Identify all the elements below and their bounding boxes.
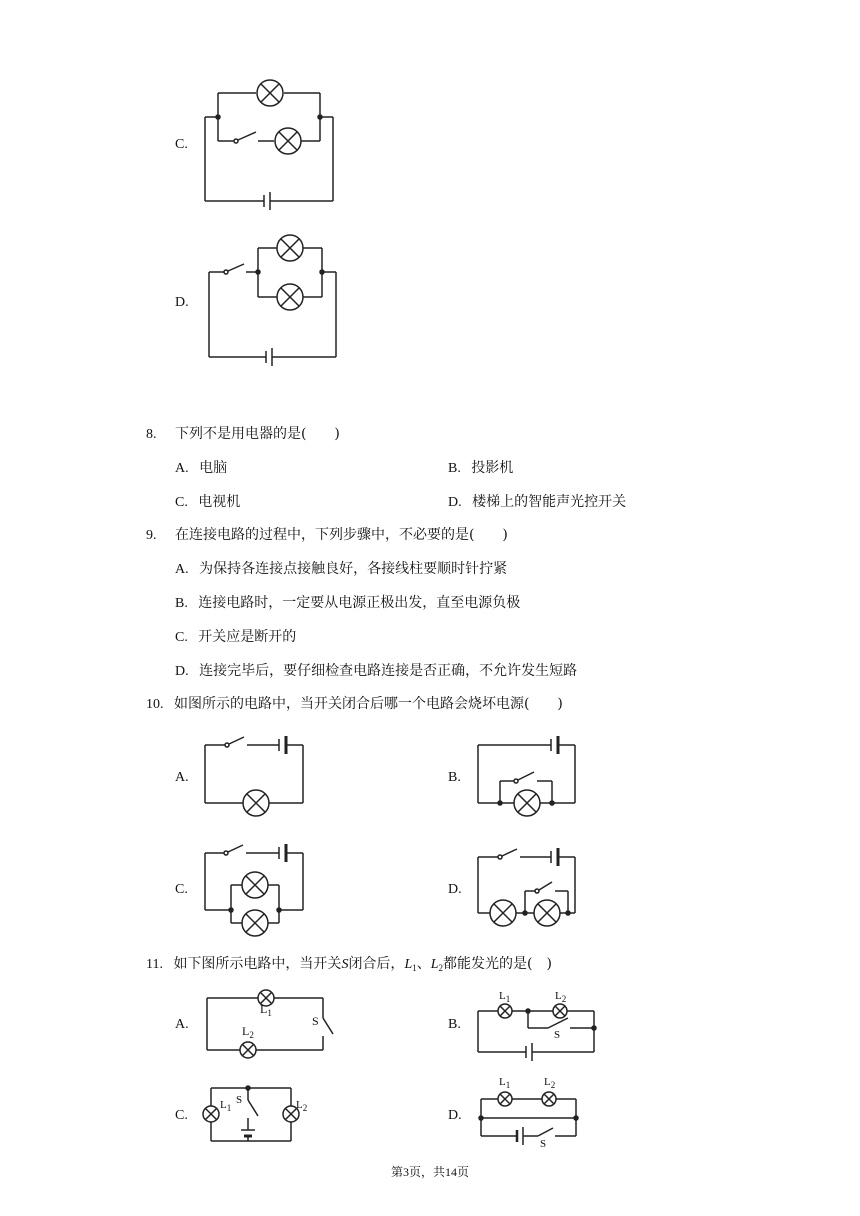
q11d-l1-sub: 1 xyxy=(505,1080,511,1090)
q11-option-c-letter: C. xyxy=(175,1108,188,1123)
q11-lamp1: L xyxy=(404,957,413,972)
q11-text-after: 都能发光的是( ) xyxy=(443,956,552,972)
q11-lamp2-sub: 2 xyxy=(438,963,444,973)
q9-option-b-letter: B. xyxy=(175,596,188,611)
q9-option-a-text: 为保持各连接点接触良好，各接线柱要顺时针拧紧 xyxy=(199,561,508,577)
q11b-l1-sub: 1 xyxy=(505,994,511,1004)
q8-option-b-text: 投影机 xyxy=(471,460,514,476)
q8-option-c-text: 电视机 xyxy=(198,494,241,510)
q11-text-before: 如下图所示电路中，当开关 xyxy=(173,956,342,972)
q11a-l2-sub: 2 xyxy=(249,1030,254,1040)
q8-option-d-text: 楼梯上的智能声光控开关 xyxy=(472,494,627,510)
q11d-l2-sub: 2 xyxy=(550,1080,556,1090)
q11c-l2-letter: L xyxy=(296,1099,303,1111)
q10-option-d-letter: D. xyxy=(448,882,462,897)
q10-option-c-letter: C. xyxy=(175,882,188,897)
q11b-l2-sub: 2 xyxy=(561,994,567,1004)
q11b-l1-letter: L xyxy=(499,990,506,1002)
q9-option-d-letter: D. xyxy=(175,664,189,679)
q11-number: 11. xyxy=(146,957,163,972)
q11a-s-label: S xyxy=(312,1014,319,1028)
q11c-l1-sub: 1 xyxy=(226,1103,232,1113)
footer-suffix: 页 xyxy=(457,1165,470,1179)
q9-number: 9. xyxy=(146,528,157,543)
q8-option-a-text: 电脑 xyxy=(199,460,228,476)
q8-option-d-letter: D. xyxy=(448,495,462,510)
q11d-l2-label xyxy=(544,1076,555,1090)
q8-option-a-letter: A. xyxy=(175,461,189,476)
q9-option-c-text: 开关应是断开的 xyxy=(198,629,297,645)
q10-option-b-letter: B. xyxy=(448,770,461,785)
q8-text: 下列不是用电器的是( ) xyxy=(174,426,340,442)
q11-text-middle: 闭合后， xyxy=(348,956,405,972)
q10-option-a-letter: A. xyxy=(175,770,189,785)
q10-text: 如图所示的电路中，当开关闭合后哪一个电路会烧坏电源( ) xyxy=(173,696,563,712)
q11b-s-label: S xyxy=(554,1029,561,1041)
footer-prefix: 第 xyxy=(390,1165,403,1179)
q11c-s-label: S xyxy=(236,1094,243,1106)
footer-page-num: 3 xyxy=(402,1165,409,1179)
q11c-l1-letter: L xyxy=(220,1099,227,1111)
q11-switch-symbol: S xyxy=(341,957,349,972)
footer-page-total: 14 xyxy=(445,1165,457,1179)
q11-option-a-letter: A. xyxy=(175,1017,189,1032)
q11-option-d-letter: D. xyxy=(448,1108,462,1123)
q11-option-b-letter: B. xyxy=(448,1017,461,1032)
q11-separator: 、 xyxy=(416,956,431,972)
q8-number: 8. xyxy=(146,427,157,442)
q11a-l1-sub: 1 xyxy=(267,1008,272,1018)
q11d-l1-label xyxy=(499,1076,510,1090)
q7-option-c-letter: C. xyxy=(175,137,188,152)
q7-option-d-letter: D. xyxy=(175,295,189,310)
q9-text: 在连接电路的过程中，下列步骤中，不必要的是( ) xyxy=(174,527,508,543)
q11b-l2-letter: L xyxy=(555,990,562,1002)
q10-number: 10. xyxy=(146,697,164,712)
q11a-l2-letter: L xyxy=(242,1024,250,1038)
q11a-l1-letter: L xyxy=(260,1002,268,1016)
page-footer xyxy=(0,1163,860,1180)
q8-option-c-letter: C. xyxy=(175,495,188,510)
q11d-l2-letter: L xyxy=(544,1076,551,1088)
footer-mid: 页，共 xyxy=(408,1165,445,1179)
q11-lamp1-sub: 1 xyxy=(412,963,417,973)
q9-option-b-text: 连接电路时，一定要从电源正极出发，直至电源负极 xyxy=(198,595,521,611)
q11-lamp2: L xyxy=(430,957,439,972)
q9-option-c-letter: C. xyxy=(175,630,188,645)
q8-option-b-letter: B. xyxy=(448,461,461,476)
q9-option-d-text: 连接完毕后，要仔细检查电路连接是否正确，不允许发生短路 xyxy=(199,663,578,679)
q11c-l2-sub: 2 xyxy=(302,1103,308,1113)
q11d-l1-letter: L xyxy=(499,1076,506,1088)
q11d-s-label: S xyxy=(540,1138,547,1150)
q9-option-a-letter: A. xyxy=(175,562,189,577)
